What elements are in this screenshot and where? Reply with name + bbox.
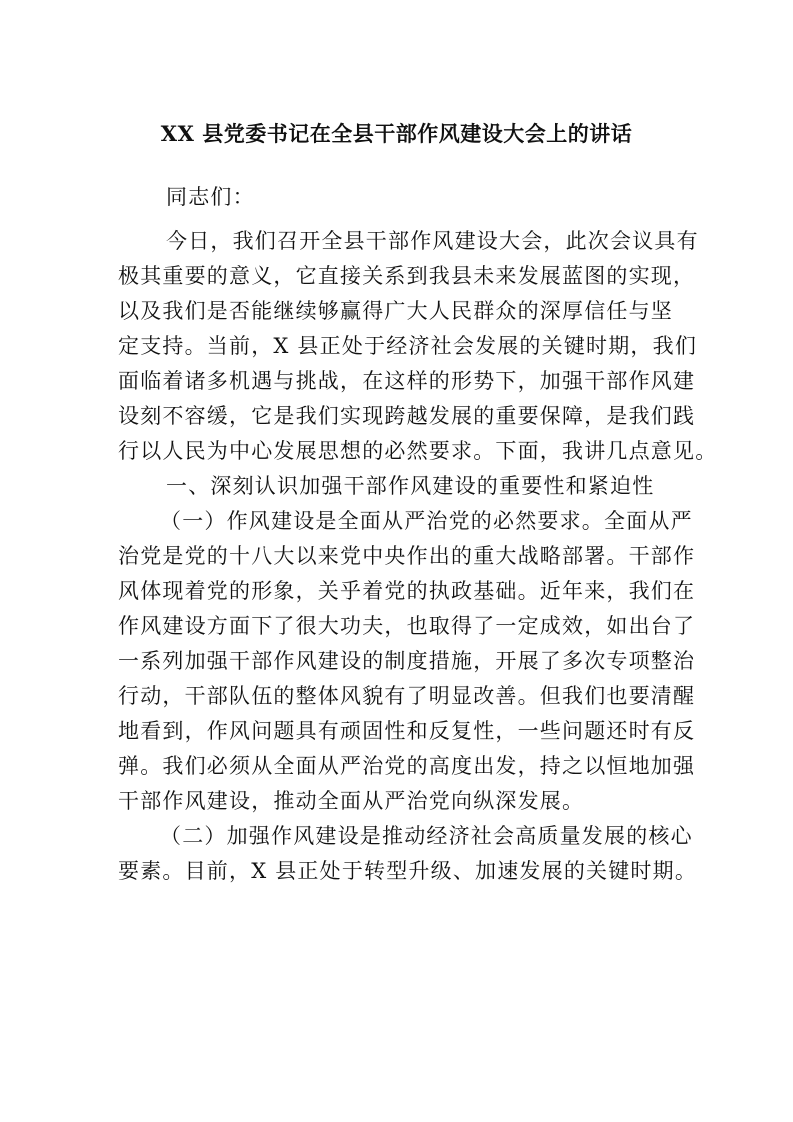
salutation: 同志们： [166, 185, 255, 209]
paragraph-line: 作风建设方面下了很大功夫，也取得了一定成效，如出台了 [118, 614, 696, 638]
paragraph-line: 治党是党的十八大以来党中央作出的重大战略部署。干部作 [118, 544, 696, 568]
paragraph-line: 弹。我们必须从全面从严治党的高度出发，持之以恒地加强 [118, 754, 696, 778]
paragraph-line: 今日，我们召开全县干部作风建设大会，此次会议具有 [166, 229, 699, 253]
paragraph-line: 极其重要的意义，它直接关系到我县未来发展蓝图的实现， [118, 264, 696, 288]
paragraph-line: 设刻不容缓，它是我们实现跨越发展的重要保障，是我们践 [118, 404, 696, 428]
paragraph-line: 风体现着党的形象，关乎着党的执政基础。近年来，我们在 [118, 579, 696, 603]
paragraph-line: 行以人民为中心发展思想的必然要求。下面，我讲几点意见。 [118, 439, 718, 463]
subsection-heading: （二）加强作风建设是推动经济社会高质量发展的核心 [160, 824, 693, 848]
subsection-heading: （一）作风建设是全面从严治党的必然要求。全面从严 [160, 509, 693, 533]
section-heading: 一、深刻认识加强干部作风建设的重要性和紧迫性 [166, 474, 655, 498]
paragraph-line: 定支持。当前，X 县正处于经济社会发展的关键时期，我们 [118, 334, 698, 358]
paragraph-line: 行动，干部队伍的整体风貌有了明显改善。但我们也要清醒 [118, 684, 696, 708]
document-title: XX 县党委书记在全县干部作风建设大会上的讲话 [160, 121, 633, 146]
paragraph-line: 地看到，作风问题具有顽固性和反复性，一些问题还时有反 [118, 719, 696, 743]
paragraph-line: 要素。目前，X 县正处于转型升级、加速发展的关键时期。 [118, 859, 698, 883]
paragraph-line: 面临着诸多机遇与挑战，在这样的形势下，加强干部作风建 [118, 369, 696, 393]
paragraph-line: 以及我们是否能继续够赢得广大人民群众的深厚信任与坚 [118, 299, 673, 323]
paragraph-line: 一系列加强干部作风建设的制度措施，开展了多次专项整治 [118, 649, 696, 673]
paragraph-line: 干部作风建设，推动全面从严治党向纵深发展。 [118, 789, 585, 813]
